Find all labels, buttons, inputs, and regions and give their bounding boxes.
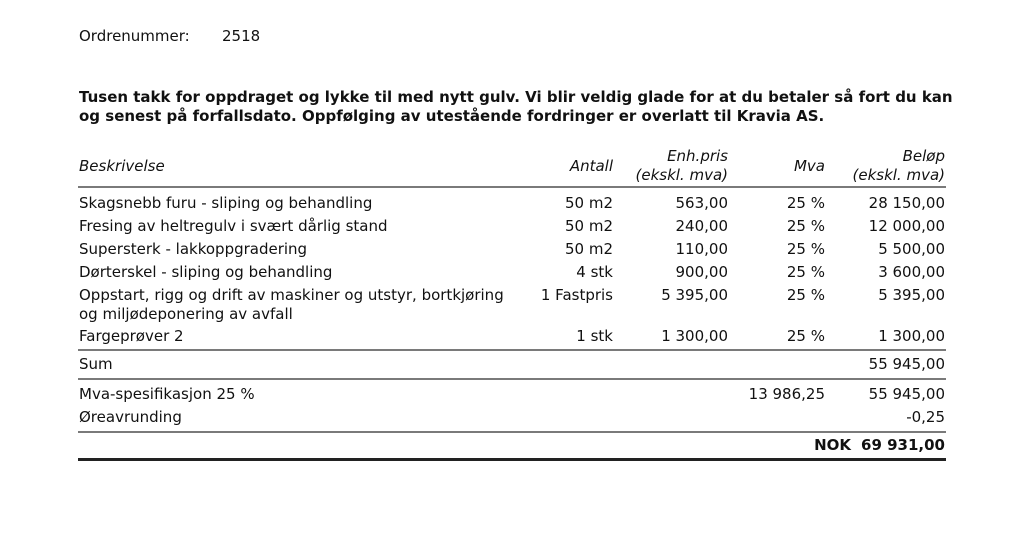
row-description: Dørterskel - sliping og behandling [79, 263, 333, 281]
row-unit-price: 240,00 [675, 217, 728, 235]
row-description: Skagsnebb furu - sliping og behandling [79, 194, 373, 212]
row-vat: 25 % [786, 327, 825, 345]
sum-amount: 55 945,00 [868, 355, 945, 373]
table-row [78, 192, 946, 215]
rounding-row [78, 406, 946, 429]
header-amount-line2: (ekskl. mva) [852, 166, 945, 184]
table-row [78, 325, 946, 348]
row-description [79, 286, 504, 324]
total-currency: NOK [814, 436, 851, 454]
row-vat: 25 % [786, 263, 825, 281]
table-row [78, 284, 946, 325]
row-unit-price: 563,00 [675, 194, 728, 212]
row-quantity: 4 stk [576, 263, 613, 281]
total-amount: 69 931,00 [861, 436, 945, 454]
table-row [78, 215, 946, 238]
header-amount [852, 147, 945, 185]
order-number-label: Ordrenummer: [79, 27, 190, 45]
rounding-amount: -0,25 [906, 408, 945, 426]
row-quantity: 50 m2 [564, 194, 613, 212]
vat-spec-amount: 13 986,25 [748, 385, 825, 403]
sum-row [78, 351, 946, 380]
row-quantity: 1 Fastpris [540, 286, 613, 304]
table-header [78, 146, 946, 188]
vat-spec-basis: 55 945,00 [868, 385, 945, 403]
order-number-value: 2518 [222, 27, 261, 45]
row-amount: 5 395,00 [878, 286, 945, 304]
sum-label: Sum [79, 355, 113, 373]
vat-spec-label: Mva-spesifikasjon 25 % [79, 385, 255, 403]
header-unit-price-line1: Enh.pris [667, 147, 728, 165]
row-vat: 25 % [786, 286, 825, 304]
row-vat: 25 % [786, 240, 825, 258]
header-description: Beskrivelse [79, 157, 165, 175]
row-amount: 5 500,00 [878, 240, 945, 258]
line-items [78, 188, 946, 351]
row-description: Fresing av heltregulv i svært dårlig stand [79, 217, 388, 235]
header-unit-price [635, 147, 728, 185]
order-number [79, 27, 260, 45]
header-quantity: Antall [569, 157, 613, 175]
row-description: Supersterk - lakkoppgradering [79, 240, 308, 258]
row-amount: 28 150,00 [868, 194, 945, 212]
intro-text: Tusen takk for oppdraget og lykke til med nytt gulv. Vi blir veldig glade for at du betaler så fort du kan og senest på forfallsdato. Oppfølging av utestående fordringer er overlatt til Kravia AS. [79, 88, 953, 125]
row-quantity: 1 stk [576, 327, 613, 345]
row-amount: 1 300,00 [878, 327, 945, 345]
vat-block [78, 380, 946, 433]
table-row [78, 238, 946, 261]
row-amount: 3 600,00 [878, 263, 945, 281]
table-row [78, 261, 946, 284]
row-unit-price: 900,00 [675, 263, 728, 281]
row-description-line1: Oppstart, rigg og drift av maskiner og utstyr, bortkjøring [79, 286, 504, 304]
row-quantity: 50 m2 [564, 240, 613, 258]
row-vat: 25 % [786, 217, 825, 235]
row-amount: 12 000,00 [868, 217, 945, 235]
vat-spec-row [78, 383, 946, 406]
row-unit-price: 5 395,00 [661, 286, 728, 304]
row-quantity: 50 m2 [564, 217, 613, 235]
row-unit-price: 1 300,00 [661, 327, 728, 345]
row-description-line2: og miljødeponering av avfall [79, 305, 293, 323]
header-unit-price-line2: (ekskl. mva) [635, 166, 728, 184]
row-unit-price: 110,00 [675, 240, 728, 258]
row-description: Fargeprøver 2 [79, 327, 184, 345]
total-row [78, 433, 946, 461]
row-vat: 25 % [786, 194, 825, 212]
header-vat: Mva [793, 157, 825, 175]
header-amount-line1: Beløp [902, 147, 945, 165]
rounding-label: Øreavrunding [79, 408, 182, 426]
invoice-table [78, 146, 946, 461]
